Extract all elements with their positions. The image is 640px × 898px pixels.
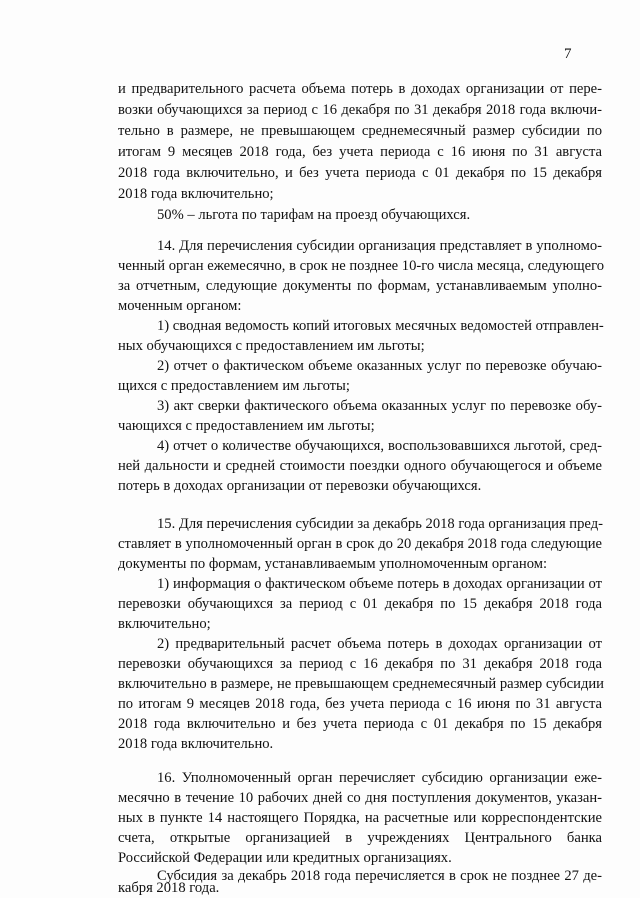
text-line: 1) сводная ведомость копий итоговых месячных ведомостей отправлен-	[157, 318, 604, 334]
text-line: Субсидия за декабрь 2018 года перечисляется в срок не позднее 27 де-	[157, 868, 602, 884]
text-line: Российской Федерации или кредитных организациях.	[118, 850, 452, 866]
text-line: 15. Для перечисления субсидии за декабрь 2018 года организация пред-	[157, 516, 603, 532]
text-line: счета, открытые организацией в учреждениях Центрального банка	[118, 830, 602, 846]
text-line: 2) предварительный расчет объема потерь в доходах организации от	[157, 636, 602, 652]
text-line: ней дальности и средней стоимости поездки одного обучающегося и объеме	[118, 458, 602, 474]
text-line: 14. Для перечисления субсидии организация представляет в уполномо-	[157, 238, 602, 254]
text-line: 16. Уполномоченный орган перечисляет субсидию организации еже-	[157, 770, 602, 786]
text-line: 2) отчет о фактическом объеме оказанных услуг по перевозке обучаю-	[157, 358, 602, 374]
text-line: 2018 года включительно.	[118, 736, 274, 752]
text-line: документы по формам, устанавливаемым уполномоченным органом:	[118, 556, 548, 572]
text-line: по итогам 9 месяцев 2018 года, без учета периода с 16 июня по 31 августа	[118, 696, 602, 712]
text-line: включительно;	[118, 616, 211, 632]
text-line: 3) акт сверки фактического объема оказанных услуг по перевозке обу-	[157, 398, 602, 414]
text-line: месячно в течение 10 рабочих дней со дня поступления документов, указан-	[118, 790, 602, 806]
text-line: перевозки обучающихся за период с 16 декабря по 31 декабря 2018 года	[118, 656, 602, 672]
text-line: ченный орган ежемесячно, в срок не позднее 10-го числа месяца, следующего	[118, 258, 605, 274]
text-line: 2018 года включительно, и без учета периода с 01 декабря по 15 декабря	[118, 165, 602, 181]
text-line: и предварительного расчета объема потерь в доходах организации от пере-	[118, 81, 602, 97]
text-line: 2018 года включительно и без учета периода с 01 декабря по 15 декабря	[118, 716, 602, 732]
page-number: 7	[564, 46, 572, 62]
text-line: за отчетным, следующие документы по формам, устанавливаемым уполно-	[118, 278, 602, 294]
text-line: тельно в размере, не превышающем среднемесячный размер субсидии по	[118, 123, 602, 139]
text-line: 2018 года включительно;	[118, 186, 274, 202]
text-line: кабря 2018 года.	[118, 880, 220, 896]
text-line: ных обучающихся с предоставлением им льготы;	[118, 338, 425, 354]
text-line: 50% – льгота по тарифам на проезд обучающихся.	[157, 207, 471, 223]
text-line: моченным органом:	[118, 298, 242, 314]
text-line: включительно в размере, не превышающем среднемесячный размер субсидии	[118, 676, 604, 692]
text-line: ных в пункте 14 настоящего Порядка, на расчетные или корреспондентские	[118, 810, 602, 826]
text-line: щихся с предоставлением им льготы;	[118, 378, 350, 394]
text-line: итогам 9 месяцев 2018 года, без учета периода с 16 июня по 31 августа	[118, 144, 602, 160]
text-line: ставляет в уполномоченный орган в срок до 20 декабря 2018 года следующие	[118, 536, 602, 552]
text-line: потерь в доходах организации от перевозки обучающихся.	[118, 478, 482, 494]
text-line: возки обучающихся за период с 16 декабря по 31 декабря 2018 года включи-	[118, 102, 602, 118]
text-line: перевозки обучающихся за период с 01 декабря по 15 декабря 2018 года	[118, 596, 602, 612]
text-line: 4) отчет о количестве обучающихся, воспользовавшихся льготой, сред-	[157, 438, 602, 454]
text-line: чающихся с предоставлением им льготы;	[118, 418, 375, 434]
text-line: 1) информация о фактическом объеме потерь в доходах организации от	[157, 576, 602, 592]
